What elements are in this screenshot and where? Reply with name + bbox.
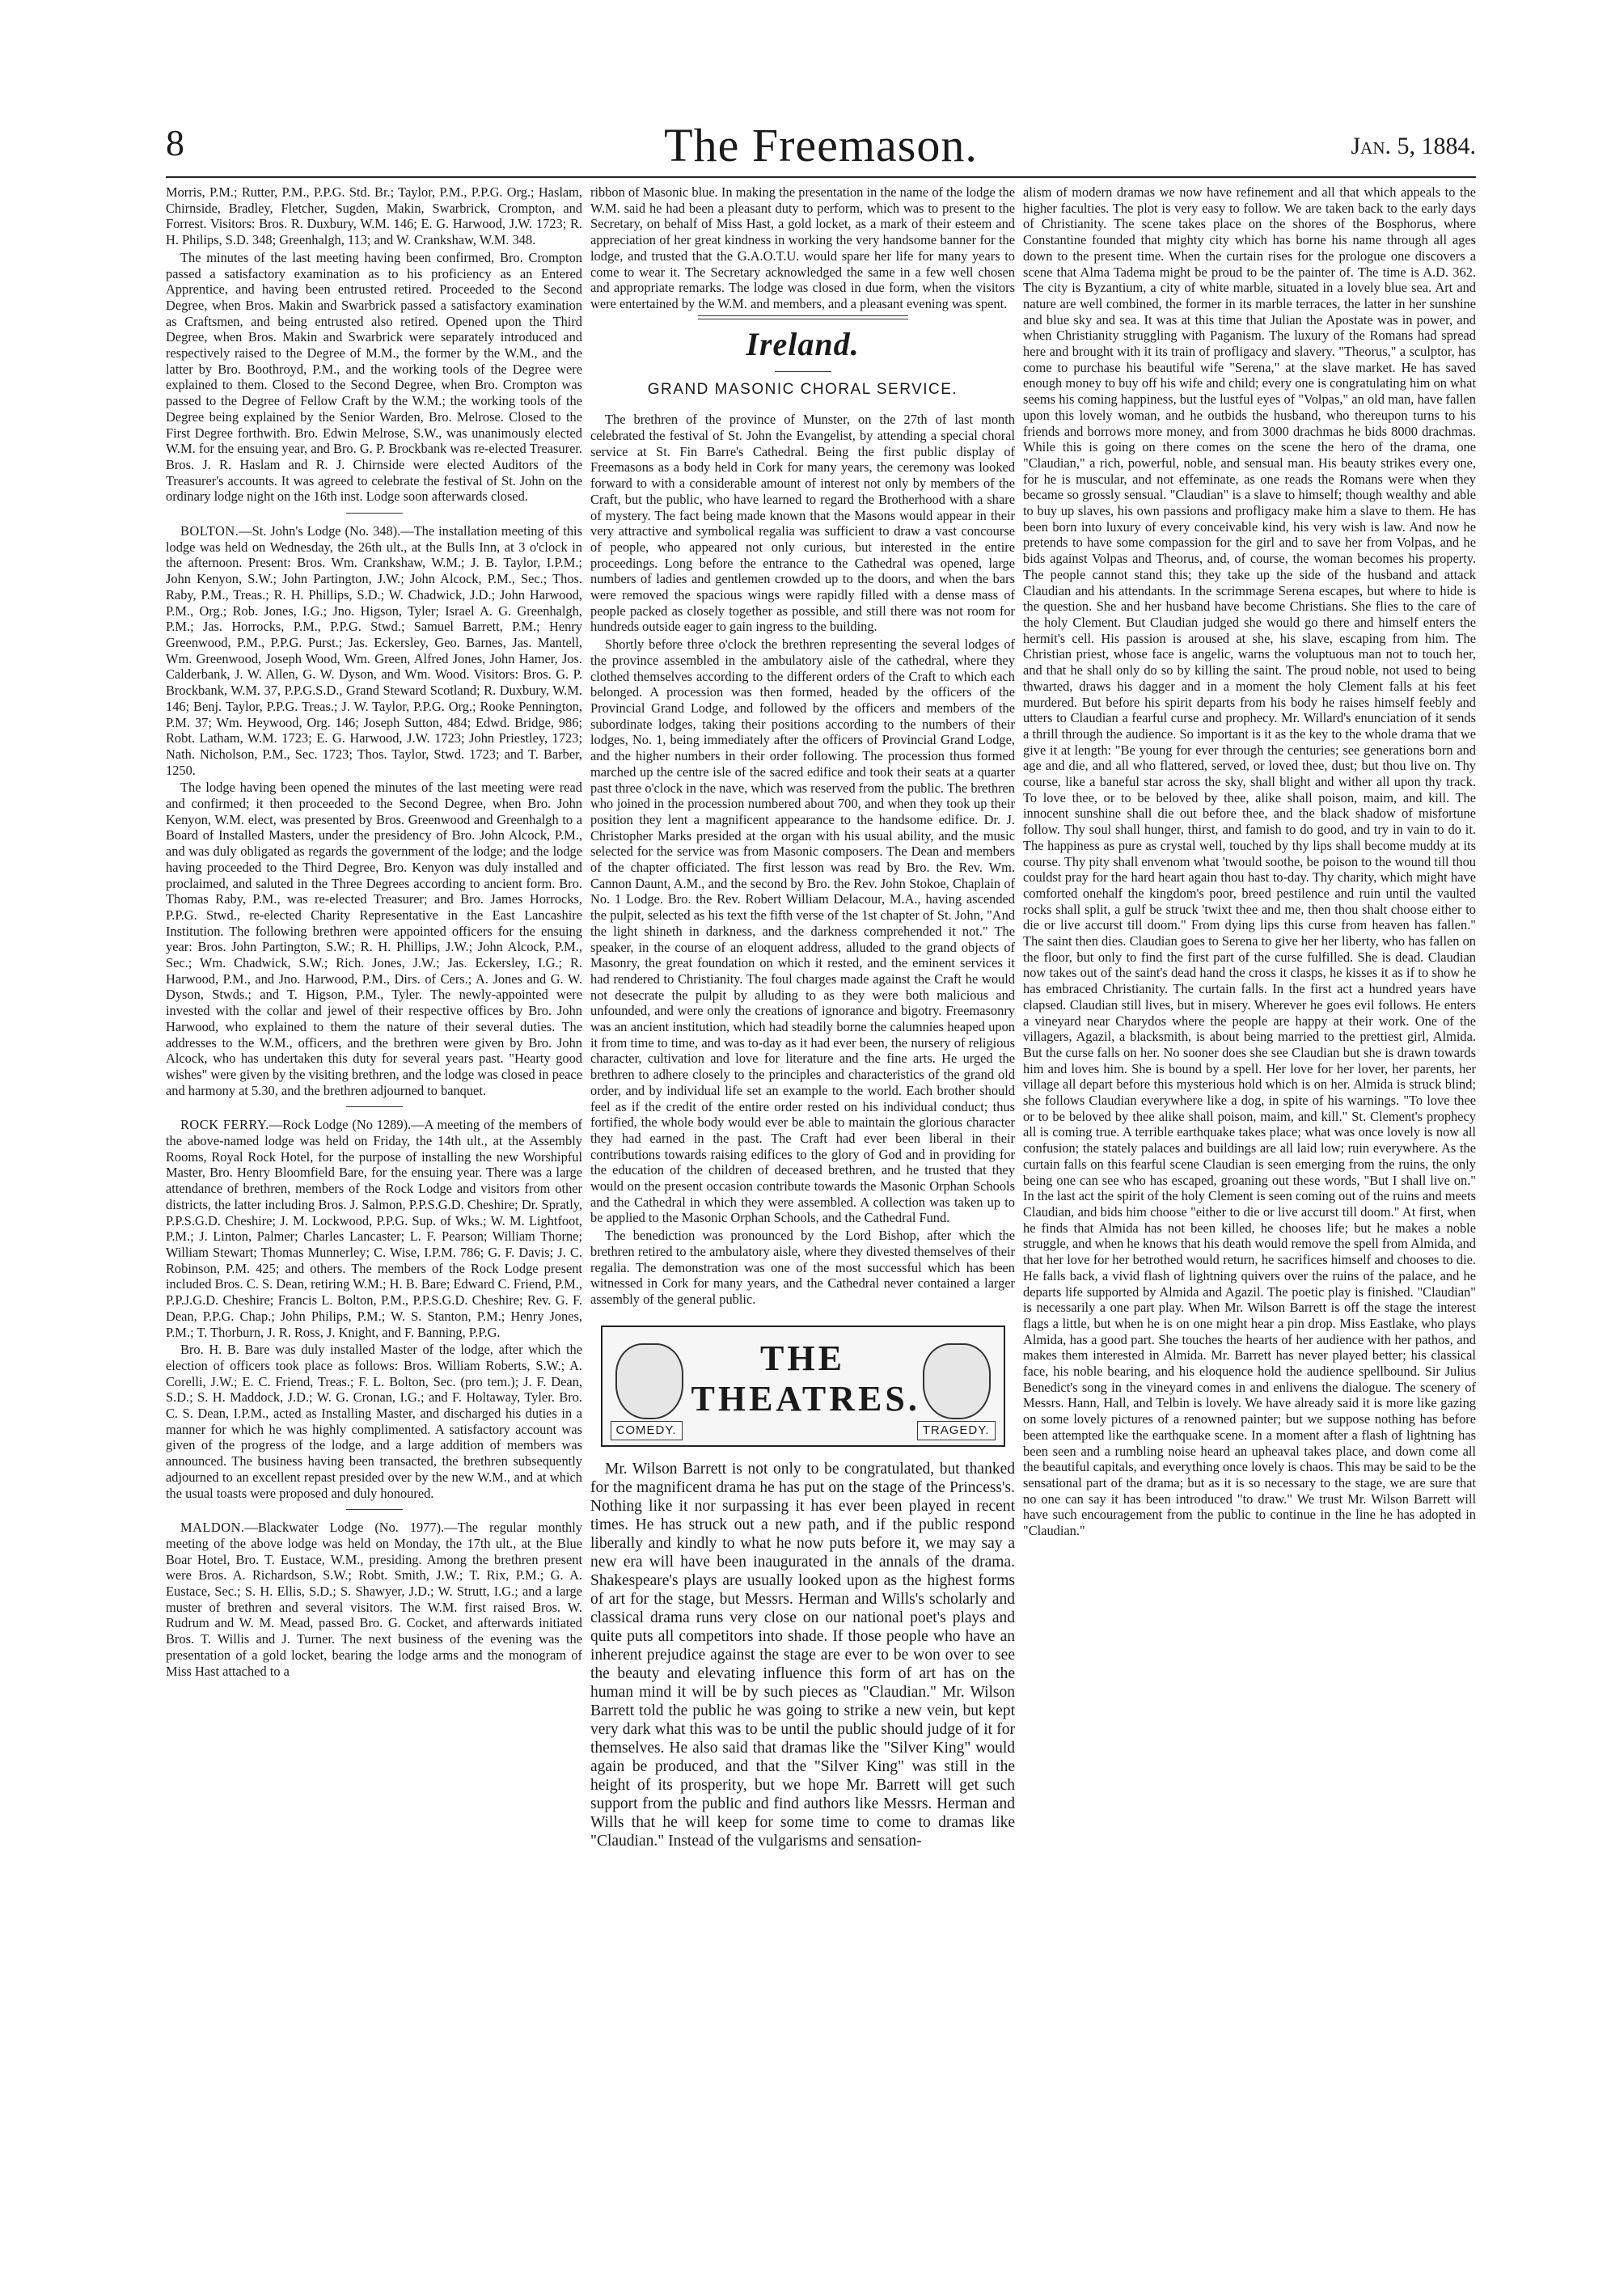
separator-rule — [346, 1509, 403, 1510]
section-rule — [698, 315, 908, 319]
report-text: —Blackwater Lodge (No. 1977).—The regular monthly meeting of the above lodge was held on Monday, the 17th ult., at the Blue Boar Hotel, Bro. T. Eustace, W.M., presiding. Among the brethren present were Bros. A. Richardson, S.W.; Robt. Smith, J.W.; T. Rix, P.M.; G. A. Eustace, Sec.; S. H. Ellis, S.D.; S. Shawyer, J.D.; W. Strutt, I.G.; and a large muster of brethren and several visitors. The W.M. first raised Bros. W. Rudrum and W. M. Mead, passed Bro. G. Cocket, and afterwards initiated Bros. T. Willis and J. Turner. The next business of the evening was the presentation of a gold locket, bearing the lodge arms and the monogram of Miss Hast attached to a — [166, 1520, 582, 1679]
paragraph: Shortly before three o'clock the brethren representing the several lodges of the province assembled in the ambulatory aisle of the cathedral, where they clothed themselves according to the different orders of the Craft to which each belonged. A procession was then formed, headed by the officers of the Provincial Grand Lodge, and followed by the officers and members of the subordinate lodges, taking their positions according to the numbers of their lodges, No. 1, being immediately after the officers of Provincial Grand Lodge, and the higher numbers in their order following. The procession thus formed marched up the centre isle of the sacred edifice and took their seats at a quarter past three o'clock in the nave, which was reserved from the public. The brethren who joined in the procession numbered about 700, and when they took up their position they lent a magnificent appearance to the handsome edifice. Dr. J. Christopher Marks presided at the organ with his usual ability, and the music selected for the service was from Masonic composers. The Dean and members of the chapter officiated. The first lesson was read by Bro. the Rev. Wm. Cannon Daunt, A.M., and the second by Bro. the Rev. John Stokoe, Chaplain of No. 1 Lodge. Bro. the Rev. Robert William Delacour, M.A., having ascended the pulpit, selected as his text the fifth verse of the 1st chapter of St. John, "And the light shineth in darkness, and the darkness comprehended it not." The speaker, in the course of an eloquent address, alluded to the grand objects of Masonry, the great foundation on which it rested, and the eminent services it had rendered to Christianity. The foul charges made against the Craft he would not desecrate the pulpit by alluding to as they were both malicious and unfounded, and were only the creations of ignorance and bigotry. Freemasonry was an ancient institution, which had steadily borne the calumnies heaped upon it from time to time, and was to-day as it had ever been, the nursery of religious character, cultivation and love for literature and the fine arts. He urged the brethren to adhere closely to the principles and characteristics of the grand old order, and by individual life set an example to the world. Each brother should feel as if the credit of the entire order rested on his individual conduct; thus fortified, the whole body would ever be able to maintain the glorious character they had earned in the past. The Craft had ever been liberal in their contributions towards raising edifices to the glory of God and in providing for the education of the children of deceased brethren, and he trusted that they would on the present occasion contribute towards the Masonic Orphan Schools and the Cathedral in which they were assembled. A collection was taken up to be applied to the Masonic Orphan Schools, and the Cathedral Fund. — [590, 636, 1015, 1226]
theatres-title: THE THEATRES. — [691, 1338, 920, 1419]
paragraph: The minutes of the last meeting having been confirmed, Bro. Crompton passed a satisfactory examination as to his proficiency as an Entered Apprentice, and having been entrusted retired. Proceeded to the Second Degree, when Bros. Makin and Swarbrick passed a satisfactory examination as Craftsmen, and being entrusted also retired. Opened upon the Third Degree, when Bros. Makin and Swarbrick were separately introduced and respectively raised to the Degree of M.M., the former by the W.M., and the latter by Bro. Boothroyd, P.M., and the working tools of the Degree were explained to them. Closed to the Second Degree, when Bro. Crompton was passed to the Degree of Fellow Craft by the W.M.; the working tools of the Degree being explained by the Senior Warden, Bro. Melrose. Closed to the First Degree forthwith. Bro. Edwin Melrose, S.W., was unanimously elected W.M. for the ensuing year, and Bro. G. P. Brockbank was re-elected Treasurer. Bros. J. R. Haslam and R. J. Chirnside were elected Auditors of the Treasurer's accounts. It was agreed to celebrate the festival of St. John on the ordinary lodge night on the 16th inst. Lodge soon afterwards closed. — [166, 249, 582, 505]
section-title-ireland: Ireland. — [746, 325, 860, 362]
paragraph: Bro. H. B. Bare was duly installed Master of the lodge, after which the election of officers took place as follows: Bros. William Roberts, S.W.; A. Corelli, J.W.; E. C. Friend, Treas.; F. L. Bolton, Sec. (pro tem.); J. F. Dean, S.D.; S. H. Maddock, J.D.; W. G. Cronan, I.G.; and F. Holtaway, Tyler. Bro. C. S. Dean, I.P.M., acted as Installing Master, and discharged his duties in a manner for which he was highly complimented. A satisfactory account was given of the progress of the lodge, and a large addition of members was announced. The business having been transacted, the brethren subsequently adjourned to an excellent repast presided over by the new W.M., and at which the usual toasts were proposed and duly honoured. — [166, 1342, 582, 1501]
paragraph: The benediction was pronounced by the Lord Bishop, after which the brethren retired to the ambulatory aisle, where they divested themselves of their regalia. The demonstration was one of the most successful which has been witnessed in Cork for many years, and the Cathedral never contained a larger assembly of the general public. — [590, 1228, 1015, 1307]
column-2 — [590, 184, 1015, 2267]
separator-rule — [775, 371, 831, 372]
paragraph: Morris, P.M.; Rutter, P.M., P.P.G. Std. Br.; Taylor, P.M., P.P.G. Org.; Haslam, Chirnside, Bradley, Fletcher, Sugden, Makin, Swarbrick, Crompton, and Forrest. Visitors: Bros. R. Duxbury, W.M. 146; E. G. Harwood, J.W. 1723; R. H. Philips, S.D. 348; Greenhalgh, 113; and W. Crankshaw, W.M. 348. — [166, 184, 582, 248]
paragraph: The brethren of the province of Munster, on the 27th of last month celebrated the festival of St. John the Evangelist, by attending a special choral service at St. Fin Barre's Cathedral. Being the first public display of Freemasons as a body held in Cork for many years, the ceremony was looked forward to with a considerable amount of interest not only by members of the Craft, but the public, who have learned to regard the Brotherhood with a share of mystery. The fact being made known that the Masons would appear in their very attractive and symbolical regalia was sufficient to draw a vast concourse of people, who appeared not only curious, but interested in the entire proceedings. Long before the entrance to the Cathedral was opened, large numbers of ladies and gentlemen crowded up to the doors, and when the bars were removed the spacious wings were rapidly filled with a dense mass of people packed as closely together as possible, and still there was not room for hundreds outside eager to gain ingress to the building. — [590, 412, 1015, 635]
tragedy-label: TRAGEDY. — [917, 1421, 996, 1440]
lodge-heading: BOLTON. — [180, 523, 239, 539]
article-subheading: GRAND MASONIC CHORAL SERVICE. — [647, 380, 958, 398]
theatres-banner — [601, 1326, 1005, 1447]
paragraph: The lodge having been opened the minutes of the last meeting were read and confirmed; it then proceeded to the Second Degree, when Bro. John Kenyon, W.M. elect, was presented by Bros. Greenwood and Greenhalgh to a Board of Installed Masters, under the presidency of Bro. John Alcock, P.M., and was duly obligated as regards the government of the lodge; and the lodge having proceeded to the Third Degree, Bro. Kenyon was duly installed and proclaimed, and saluted in the Three Degrees according to ancient form. Bro. Thomas Raby, P.M., was re-elected Treasurer; and Bro. James Horrocks, P.P.G. Stwd., re-elected Charity Representative in the East Lancashire Institution. The following brethren were appointed officers for the ensuing year: Bros. John Partington, S.W.; R. H. Phillips, J.W.; John Alcock, P.M., Sec.; Wm. Chadwick, S.W.; Rich. Jones, J.W.; Jas. Eckersley, I.G.; R. Harwood, P.M., and Jno. Harwood, P.M., Dirs. of Cers.; A. Jones and G. W. Dyson, Stwds.; and T. Higson, P.M., Tyler. The newly-appointed were invested with the collar and jewel of their respective offices by Bro. John Harwood, who explained to them the nature of their several duties. The addresses to the W.M., officers, and the brethren were given by Bro. John Alcock, who has undertaken this duty for several years past. "Hearty good wishes" were given by the visiting brethren, and the lodge was closed in peace and harmony at 5.30, and the brethren adjourned to banquet. — [166, 780, 582, 1098]
newspaper-title: The Freemason. — [664, 119, 978, 171]
column-3 — [1023, 184, 1476, 2267]
masthead-rule — [166, 176, 1476, 178]
report-rock-ferry — [166, 1117, 582, 1340]
lodge-heading: ROCK FERRY. — [180, 1117, 269, 1133]
report-bolton — [166, 523, 582, 778]
report-maldon — [166, 1520, 582, 1679]
masthead — [166, 121, 1476, 171]
separator-rule — [346, 513, 403, 514]
comedy-mask-icon — [615, 1343, 683, 1419]
paragraph: alism of modern dramas we now have refinement and all that which appeals to the higher faculties. The plot is very easy to follow. We are taken back to the early days of Christianity. The scene takes place on the shores of the Bosphorus, where Constantine founded that mighty city which has borne his name through all ages down to the present time. When the curtain rises for the prologue one discovers a scene that Alma Tadema might be proud to be the painter of. The time is A.D. 362. The city is Byzantium, a city of white marble, situated in a lovely blue sea. Art and nature are well combined, the former in its marble terraces, the latter in her sunshine and blue sky and sea. It was at this time that Julian the Apostate was in power, and when Christianity struggling with Paganism. The luxury of the Romans had spread here and brought with it its train of profligacy and slavery. "Theorus," a sculptor, has come to purchase his beautiful wife "Serena," at the slave market. He has saved enough money to buy off his wife and child; every one is congratulating him on what seems his coming happiness, but the lustful eyes of "Volpas," an old man, have fallen upon this lovely woman, and he outbids the husband, who thereupon turns to his friends and borrows more money, and from 3000 drachmas he bids 8000 drachmas. While this is going on there comes on the scene the hero of the drama, one "Claudian," a rich, powerful, noble, and sensual man. His beauty strikes every one, for he is muscular, and not effeminate, as one reads the Romans were when they became so grossly sensual. "Claudian" is a slave to himself; though wealthy and able to buy up slaves, his own passions and profligacy make him a slave to them. He has been born into luxury of every conceivable kind, his very wish is law. And now he pretends to have some compassion for the girl and to save her from Volpas, and he bids against Volpas and Theorus, and, of course, the woman becomes his property. The people cannot stand this; they take up the side of the husband and attack Claudian and his attendants. In the scrimmage Serena escapes, but where to hide is the question. She and her husband have become Christians. She flies to the care of the holy Clement. But Claudian judged she would go there and himself enters the hermit's cell. His passion is aroused at she, his slave, escaping from him. The Christian priest, whose face is angelic, warns the voluptuous man not to touch her, and that he shall only do so by killing the saint. The proud noble, not used to being thwarted, draws his dagger and in a moment the holy Clement falls at his feet murdered. But before his spirit departs from his body he raises himself feebly and utters to Claudian a fearful curse and prophecy. Mr. Willard's enunciation of it sends a thrill through the audience. So important is it as the key to the whole drama that we give it at length: "Be young for ever through the centuries; see generations born and age and die, and all who flattered, served, or loved thee, dust; but thou live on. Thy course, like a baneful star across the sky, shall blight and wither all upon thy track. To love thee, or to be beloved by thee, alike shall poison, maim, and kill. The innocent sunshine shall die out before thee, and the black shadow of misfortune follow. Thy soul shall hunger, thirst, and famish to do good, and try in vain to do it. The happiness as pure as crystal well, touched by thy lips shall become muddy at its course. Thy pity shall envenom what 'twould soothe, be poison to the wound till thou couldst pray for the hard heart again thou hast to-day. Thy charity, which might have comforted onehalf the kingdom's poor, breed pestilence and ruin until the vaulted rocks shall split, a gulf be struck 'twixt thee and me, then thou shalt choose either to die or live accurst till doom." From dying lips this curse from heaven has fallen." The saint then dies. Claudian goes to Serena to give her her liberty, who has fallen on the floor, but only to find the first part of the curse fulfilled. She is dead. Claudian now takes out of the saint's dead hand the cross it clasps, he kisses it as if to show he has embraced Christianity. The curtain falls. In the first act a hundred years have clapsed. Claudian still lives, but in misery. Wherever he goes evil follows. He enters a vineyard near Charydos where the people are happy at their work. One of the villagers, Agazil, a blacksmith, is about being married to the prettiest girl, Almida. But the curse falls on her. No sooner does she see Claudian but she is drawn towards him and loves him. She is bound by a spell. Her love for her lover, her parents, her village all depart before this mysterious hold which is on her. Almida is struck blind; she follows Claudian everywhere like a dog, in spite of his warnings. "To love thee or to be beloved by thee alike shall poison, maim, and kill." St. Clement's prophecy all is coming true. A terrible earthquake takes place; what was once lovely is now all confusion; the stately palaces and buildings are all laid low; ruin everywhere. As the curtain falls on this fearful scene Claudian is seen emerging from the ruins, the only being one can see who has escaped, groaning out these words, "But I shall live on." In the last act the spirit of the holy Clement is seen coming out of the ruins and meets Claudian, and bids him choose "either to die or live accurst till doom." At first, when he finds that Almida has not been killed, he chooses life; but he makes a noble struggle, and when he knows that his death would remove the spell from Almida, and that her love for her betrothed would return, he sacrifices himself and chooses to die. He falls back, a vivid flash of lightning quivers over the ruins of the palace, and he departs life supported by Almida and Agazil. The poetic play is finished. "Claudian" is necessarily a one part play. When Mr. Wilson Barrett is off the stage the interest flags a little, but when he is on one might hear a pin drop. Miss Eastlake, who plays Almida, has a good part. She touches the hearts of her audience with her pathos, and makes them interested in Almida. Mr. Barrett has never played better; his classical face, his noble bearing, and his eloquence hold the audience spellbound. Sir Julius Benedict's song in the vineyard comes in and enlivens the dialogue. The scenery of Messrs. Hann, Hall, and Telbin is lovely. We have already said it is more like gazing on some lovely pictures of a renowned painter; but we suppose nothing has before been attempted like the earthquake scene. In a moment after a flash of lightning has been seen and a rumbling noise heard an upheaval takes place, and down come all the beautiful capitals, and everything once lovely is chaos. This may be said to be the sensational part of the drama; but as it is so necessary to the stage, we are sure that no one can say it has been introduced "to draw." We trust Mr. Wilson Barrett will have such encouragement from the public to continue in the line he has adopted in "Claudian." — [1023, 184, 1476, 1539]
lodge-heading: MALDON. — [180, 1520, 245, 1536]
issue-date: Jan. 5, 1884. — [1351, 133, 1476, 159]
separator-rule — [346, 1106, 403, 1107]
page-number: 8 — [166, 122, 184, 163]
paragraph: Mr. Wilson Barrett is not only to be congratulated, but thanked for the magnificent drama he has put on the stage of the Princess's. Nothing like it nor surpassing it has ever been played in recent times. He has struck out a new path, and if the public respond liberally and kindly to what he now puts before it, we may say a new era will have been inaugurated in the annals of the drama. Shakespeare's plays are usually looked upon as the highest forms of art for the stage, but Messrs. Herman and Wills's scholarly and classical drama runs very close on our national poet's plays and quite puts all competitors into shade. If those people who have an inherent prejudice against the stage are ever to be won over to see the beauty and elevating influence this form of art has on the human mind it will be by such pieces as "Claudian." Mr. Wilson Barrett told the public he was going to strike a new vein, but kept very dark what this was to be until the public should judge of it for themselves. He also said that dramas like the "Silver King" would again be produced, and that the "Silver King" was still in the height of its prosperity, but we hope Mr. Barrett will get such support from the public and find authors like Messrs. Herman and Wills that he will keep for some time to come to dramas like "Claudian." Instead of the vulgarisms and sensation- — [590, 1460, 1015, 1850]
column-1 — [166, 184, 582, 2267]
report-text: —Rock Lodge (No 1289).—A meeting of the members of the above-named lodge was held on Friday, the 14th ult., at the Assembly Rooms, Royal Rock Hotel, for the purpose of installing the new Worshipful Master, Bro. Henry Bloomfield Bare, for the ensuing year. There was a large attendance of brethren, members of the Rock Lodge and visitors from other districts, the latter including Bros. J. Salmon, P.P.S.G.D. Cheshire; Dr. Spratly, P.P.S.G.D. Cheshire; J. M. Lockwood, P.P.G. Sup. of Wks.; W. M. Lightfoot, P.M.; J. Linton, Palmer; Charles Lancaster; L. F. Pearson; William Thorne; William Stewart; Thomas Munnerley; C. Wise, I.P.M. 786; G. F. Davis; J. C. Robinson, P.M. 425; and others. The members of the Rock Lodge present included Bros. C. S. Dean, retiring W.M.; H. B. Bare; Edward C. Friend, P.M., P.P.J.G.D. Cheshire; Francis L. Bolton, P.M., P.P.S.G.D. Cheshire; Rev. G. F. Dean, P.P.G. Chap.; John Philips, P.M.; W. S. Stanton, P.M.; Henry Jones, P.M.; T. Thorburn, J. R. Ross, J. Knight, and F. Banning, P.P.G. — [166, 1117, 582, 1340]
comedy-label: COMEDY. — [611, 1421, 683, 1440]
tragedy-mask-icon — [923, 1343, 991, 1419]
report-text: —St. John's Lodge (No. 348).—The installation meeting of this lodge was held on Wednesday, the 26th ult., at the Bulls Inn, at 3 o'clock in the afternoon. Present: Bros. Wm. Crankshaw, W.M.; J. B. Taylor, I.P.M.; John Kenyon, S.W.; John Partington, J.W.; John Alcock, P.M., Sec.; Thos. Raby, P.M., Treas.; R. H. Phillips, S.D.; W. Chadwick, J.D.; John Harwood, P.M., Org.; Rob. Jones, I.G.; Jno. Higson, Tyler; Israel A. G. Greenhalgh, P.M.; Jas. Horrocks, P.M., P.P.G. Stwd.; Samuel Barrett, P.M.; Henry Greenwood, P.M., P.P.G. Purst.; Jas. Eckersley, Geo. Barnes, Jas. Mantell, Wm. Greenwood, Joseph Wood, Wm. Green, Alfred Jones, John Hamer, Jos. Calderbank, J. W. Allen, G. W. Dyson, and Wm. Wood. Visitors: Bros. G. P. Brockbank, W.M. 37, P.P.G.S.D., Grand Steward Scotland; R. Duxbury, W.M. 146; Benj. Taylor, P.P.G. Treas.; J. W. Taylor, P.P.G. Org.; Rooke Pennington, P.M. 37; Wm. Heywood, Org. 146; Joseph Sutton, 484; Edwd. Bridge, 986; Robt. Latham, W.M. 1723; E. G. Harwood, J.W. 1723; John Priestley, 1723; Nath. Nicholson, P.M., Sec. 1723; Thos. Taylor, Stwd. 1723; and T. Barber, 1250. — [166, 523, 582, 778]
paragraph: ribbon of Masonic blue. In making the presentation in the name of the lodge the W.M. said he had been a pleasant duty to perform, which was to present to the Secretary, on behalf of Miss Hast, a gold locket, as a mark of their esteem and appreciation of her great kindness in working the very handsome banner for the lodge, and trusted that the G.A.O.T.U. would spare her life for many years to come to wear it. The Secretary acknowledged the same in a few well chosen and appropriate remarks. The lodge was closed in due form, when the visitors were entertained by the W.M. and members, and a pleasant evening was spent. — [590, 184, 1015, 311]
